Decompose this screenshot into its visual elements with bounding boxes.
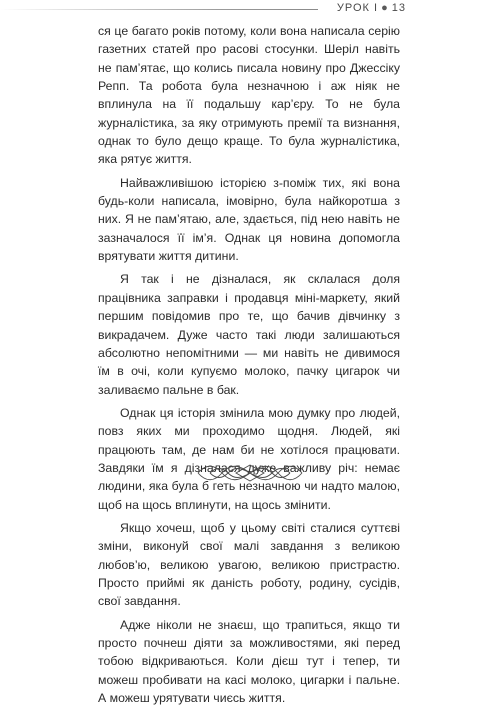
paragraph-6: Адже ніколи не знаєш, що трапиться, якщо ти просто почнеш діяти за можливостями, які перед тобою відкриваються. Коли дієш тут і тепер, ти можеш пробивати на касі молоко, цигарки і пальне. А можеш урятувати чиєсь життя. xyxy=(98,617,400,706)
paragraph-3: Я так і не дізналася, як склалася доля працівника заправки і продавця міні-маркету, який першим повідомив про те, що бачив дівчинку з викрадачем. Дуже часто такі люди залишаються абсолютно непомітними — ми навіть не дивимося їм в очі, коли купуємо молоко, пачку цигарок чи заливаємо пальне в бак. xyxy=(98,272,400,397)
page-body xyxy=(98,22,400,707)
paragraph-4: Однак ця історія змінила мою думку про людей, повз яких ми проходимо щодня. Людей, які працюють там, де нам би не хотілося працювати. Завдяки їм я дізналася дуже важливу річ: немає людини, яка була б геть незначною чи надто малою, щоб на щось вплинути, на щось змінити. xyxy=(98,405,400,512)
decorative-ornament-icon xyxy=(196,462,304,484)
paragraph-2: Найважливішою історією з-поміж тих, які вона будь-коли написала, імовірно, була найкоротша з них. Я не пам’ятаю, але, здається, під нею навіть не зазначалося її ім’я. Однак ця новина допомогла врятувати життя дитини. xyxy=(98,175,400,264)
paragraph-5: Якщо хочеш, щоб у цьому світі сталися суттєві зміни, виконуй свої малі завдання з великою любов’ю, великою увагою, великою пристрастю. Просто приймі як даність роботу, родину, сусідів, свої завдання. xyxy=(98,520,400,609)
header-rule xyxy=(0,9,318,10)
running-header xyxy=(0,2,500,16)
chapter-label: УРОК І xyxy=(336,2,379,14)
page-number: 13 xyxy=(391,2,406,14)
header-text xyxy=(337,2,406,14)
paragraph-1: ся це багато років потому, коли вона написала серію газетних статей про расові стосунки. Шеріл навіть не пам’ятає, що колись писала новину про Джессіку Репп. Та робота була незначною і аж ніяк не вплинула на її подальшу кар’єру. То не була журналістика, за яку отримують премії та визнання, однак то було дещо краще. То була журналістика, яка рятує життя. xyxy=(98,24,400,167)
header-separator: ● xyxy=(381,2,389,14)
